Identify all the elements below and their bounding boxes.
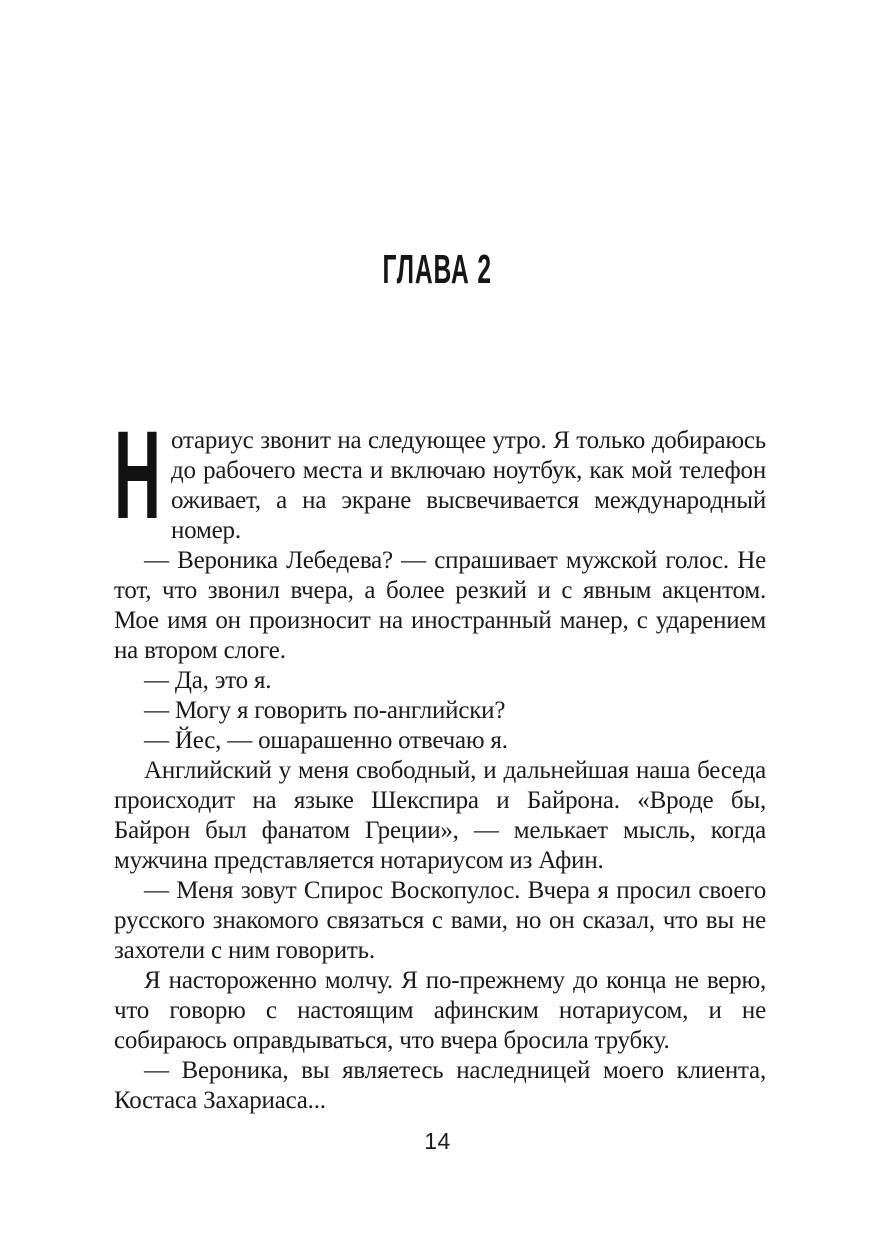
paragraph-opening [114,406,766,546]
paragraph: — Вероника, вы являетесь наследницей моего клиента, Костаса Захариаса... [114,1057,766,1114]
paragraph: — Могу я говорить по-английски? [144,697,506,724]
paragraph: — Меня зовут Спирос Воскопулос. Вчера я просил своего русского знакомого связаться с вами, но он сказал, что вы не захотели с ним говорить. [114,877,766,964]
paragraph-opening-text: отариус звонит на следующее утро. Я только добираюсь до рабочего места и включаю ноутбук, как мой телефон оживает, а на экране высвечивается международный номер. [171,427,766,544]
chapter-title [0,246,875,292]
paragraph: Я настороженно молчу. Я по-прежнему до конца не верю, что говорю с настоящим афинским нотариусом, и не собираюсь оправдываться, что вчера бросила трубку. [114,967,766,1054]
paragraph: — Вероника Лебедева? — спрашивает мужской голос. Не тот, что звонил вчера, а более резкий и с явным акцентом. Мое имя он произносит на иностранный манер, с ударением на втором слоге. [114,547,766,664]
chapter-title-text: ГЛАВА 2 [382,246,493,292]
paragraph: Английский у меня свободный, и дальнейшая наша беседа происходит на языке Шекспира и Байрона. «Вроде бы, Байрон был фанатом Греции», — мелькает мысль, когда мужчина представляется нотариусом из Афин. [114,757,766,874]
drop-cap [114,406,171,545]
paragraph: — Да, это я. [144,667,272,694]
paragraph: — Йес, — ошарашенно отвечаю я. [144,727,508,754]
body-text-block [114,406,766,1116]
drop-cap-letter: Н [114,406,161,545]
page-number: 14 [424,1128,451,1154]
